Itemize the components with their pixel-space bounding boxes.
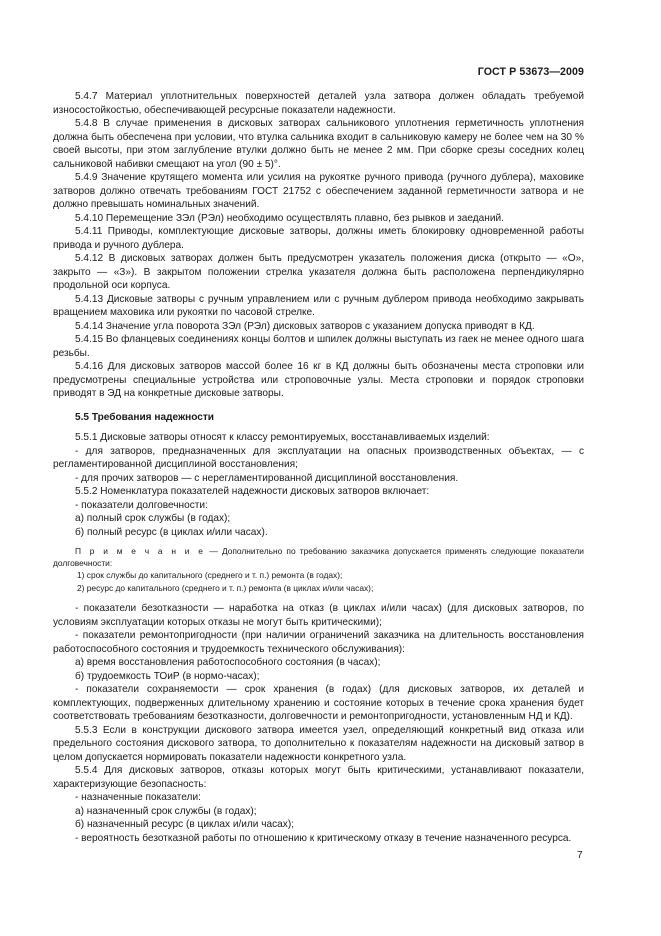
clause-5-5-2: 5.5.2 Номенклатура показателей надежности дисковых затворов включает:: [75, 486, 430, 497]
list-item: - для затворов, предназначенных для эксплуатации на опасных производственных объектах, — с регламентированной дисциплиной восстановления;: [53, 445, 584, 470]
clause-5-4-11: 5.4.11 Приводы, комплектующие дисковые затворы, должны иметь блокировку одновременной работы привода и ручного дублера.: [53, 226, 584, 251]
clause-5-4-13: 5.4.13 Дисковые затворы с ручным управлением или с ручным дублером привода необходимо закрывать вращением маховика или рукоятки по часовой стрелке.: [53, 293, 584, 318]
list-item: - для прочих затворов — с нерегламентированной дисциплиной восстановления.: [75, 472, 459, 484]
clause-5-4-10: 5.4.10 Перемещение ЗЭл (РЭл) необходимо осуществлять плавно, без рывков и заеданий.: [75, 212, 504, 224]
list-item: б) трудоемкость ТОиР (в нормо-часах);: [75, 670, 260, 682]
document-body: [53, 90, 584, 845]
list-item: б) назначенный ресурс (в циклах и/или часах);: [75, 819, 294, 830]
note-text: — Дополнительно по требованию заказчика допускается применять следующие показатели долговечности:: [53, 546, 584, 568]
list-item: а) время восстановления работоспособного состояния (в часах);: [75, 657, 381, 668]
list-item: - показатели безотказности — наработка на отказ (в циклах и/или часах) (для дисковых затворов, по условиям эксплуатации которых отказы не могут быть критическими);: [53, 603, 584, 628]
note-item: 1) срок службы до капитального (среднего и т. п.) ремонта (в годах);: [77, 570, 343, 580]
clause-5-5-4: 5.5.4 Для дисковых затворов, отказы которых могут быть критическими, устанавливают показатели, характеризующие безопасность:: [53, 765, 584, 790]
list-item: - показатели сохраняемости — срок хранения (в годах) (для дисковых затворов, их деталей и комплектующих, подверженных длительному хранению и состояние которых в течение срока хранения будет соответствовать требованиям безотказности, долговечности и ремонтопригодности, установленным НД и КД).: [53, 684, 584, 722]
note: [53, 545, 584, 569]
list-item: - показатели долговечности:: [75, 499, 208, 511]
clause-5-4-8: 5.4.8 В случае применения в дисковых затворах сальникового уплотнения герметичность уплотнения должна быть обеспечена при условии, что втулка сальника входит в сальниковую камеру не более чем на 30 % своей высоты, при этом заглубление втулки должно быть не менее 2 мм. При сборке срезы соседних колец сальниковой набивки смещают на угол (90 ± 5)°.: [53, 118, 584, 170]
clause-5-4-9: 5.4.9 Значение крутящего момента или усилия на рукоятке ручного привода (ручного дублера), маховике затворов должно отвечать требованиям ГОСТ 21752 с обеспечением заданной герметичности затвора и не должно превышать номинальных значений.: [53, 172, 584, 210]
clause-5-5-1: 5.5.1 Дисковые затворы относят к классу ремонтируемых, восстанавливаемых изделий:: [75, 432, 490, 443]
clause-5-4-15: 5.4.15 Во фланцевых соединениях концы болтов и шпилек должны выступать из гаек не менее одного шага резьбы.: [53, 334, 584, 359]
list-item: - назначенные показатели:: [75, 792, 201, 803]
list-item: а) назначенный срок службы (в годах);: [75, 805, 257, 817]
clause-5-4-12: 5.4.12 В дисковых затворах должен быть предусмотрен указатель положения диска (открыто — «О», закрыто — «З»). В закрытом положении стрелка указателя должна быть расположена перпендикулярно продольной оси корпуса.: [53, 253, 584, 291]
page-number: 7: [577, 850, 583, 861]
clause-5-5-3: 5.5.3 Если в конструкции дискового затвора имеется узел, определяющий конкретный вид отказа или предельного состояния дискового затвора, то дополнительно к показателям надежности на дисковый затвор в целом допускается нормировать показатели надежности конкретного узла.: [53, 724, 584, 763]
note-label: П р и м е ч а н и е: [75, 546, 206, 556]
list-item: б) полный ресурс (в циклах и/или часах).: [75, 526, 268, 538]
standard-designation: ГОСТ Р 53673—2009: [477, 66, 584, 78]
clause-5-4-16: 5.4.16 Для дисковых затворов массой более 16 кг в КД должны быть обозначены места строповки или предусмотрены специальные устройства или строповочные узлы. Места строповки и порядок строповки приводят в ЭД на конкретные дисковые затворы.: [53, 361, 584, 399]
list-item: - вероятность безотказной работы по отношению к критическому отказу в течение назначенного ресурса.: [75, 832, 572, 844]
clause-5-4-14: 5.4.14 Значение угла поворота ЗЭл (РЭл) дисковых затворов с указанием допуска приводят в КД.: [75, 320, 535, 332]
clause-5-4-7: 5.4.7 Материал уплотнительных поверхностей деталей узла затвора должен обладать требуемой износостойкостью, обеспечивающей ресурсные показатели надежности.: [53, 91, 584, 116]
section-heading: 5.5 Требования надежности: [75, 411, 214, 423]
list-item: а) полный срок службы (в годах);: [75, 513, 231, 524]
note-item: 2) ресурс до капитального (среднего и т. п.) ремонта (в циклах и/или часах);: [77, 582, 374, 593]
list-item: - показатели ремонтопригодности (при наличии ограничений заказчика на длительность восстановления работоспособного состояния и трудоемкость технического обслуживания):: [53, 630, 584, 655]
